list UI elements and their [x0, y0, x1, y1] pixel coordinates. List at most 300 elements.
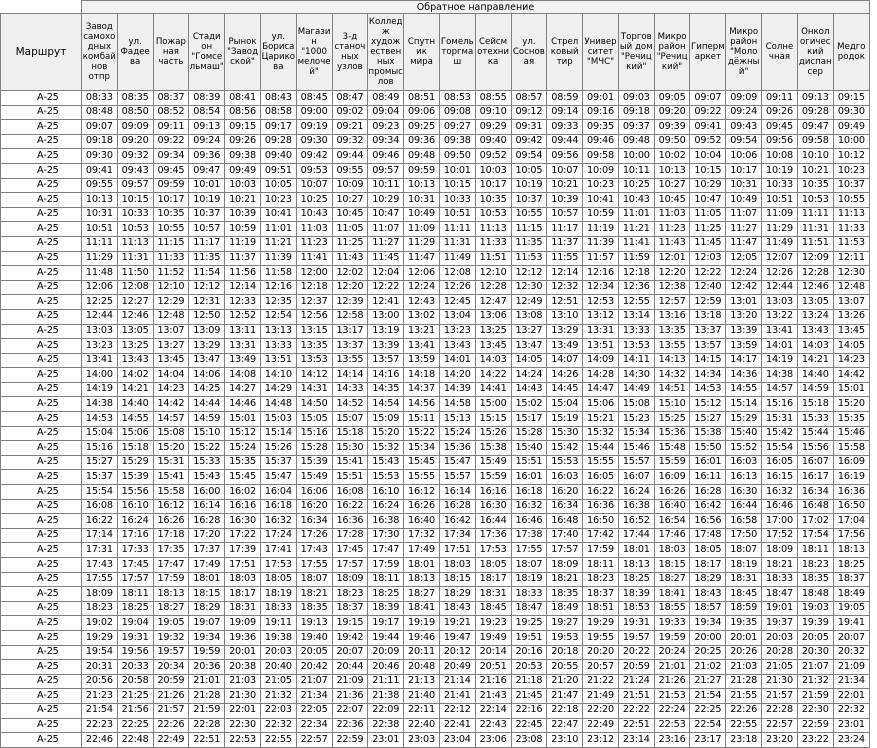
time-cell: 09:38: [225, 149, 261, 164]
time-cell: 09:01: [583, 91, 619, 106]
time-cell: 14:42: [153, 397, 189, 412]
time-cell: 09:13: [189, 120, 225, 135]
time-cell: 20:36: [189, 660, 225, 675]
time-cell: 08:51: [404, 91, 440, 106]
time-cell: 17:44: [618, 528, 654, 543]
time-cell: 15:32: [583, 426, 619, 441]
time-cell: 16:32: [260, 514, 296, 529]
time-cell: 08:59: [547, 91, 583, 106]
time-cell: 21:54: [81, 703, 117, 718]
route-cell: А-25: [1, 426, 82, 441]
time-cell: 10:17: [153, 193, 189, 208]
time-cell: 15:59: [475, 470, 511, 485]
time-cell: 09:10: [475, 105, 511, 120]
time-cell: 22:43: [475, 718, 511, 733]
time-cell: 15:27: [81, 455, 117, 470]
time-cell: 21:30: [762, 674, 798, 689]
time-cell: 11:58: [260, 266, 296, 281]
time-cell: 16:44: [475, 514, 511, 529]
time-cell: 14:45: [547, 382, 583, 397]
time-cell: 18:37: [332, 601, 368, 616]
time-cell: 15:47: [260, 470, 296, 485]
time-cell: 10:55: [153, 222, 189, 237]
direction-header: Обратное направление: [81, 1, 869, 14]
time-cell: 18:49: [547, 601, 583, 616]
time-cell: 09:02: [332, 105, 368, 120]
time-cell: 20:44: [332, 660, 368, 675]
time-cell: 10:37: [189, 207, 225, 222]
time-cell: 13:33: [618, 324, 654, 339]
time-cell: 09:50: [654, 134, 690, 149]
time-cell: 09:24: [726, 105, 762, 120]
time-cell: 09:54: [726, 134, 762, 149]
time-cell: 19:32: [153, 630, 189, 645]
table-row: [1, 601, 870, 616]
time-cell: 12:28: [797, 266, 833, 281]
time-cell: 12:50: [189, 309, 225, 324]
time-cell: 15:42: [547, 441, 583, 456]
time-cell: 15:39: [296, 455, 332, 470]
time-cell: 21:57: [153, 703, 189, 718]
time-cell: 21:23: [81, 689, 117, 704]
time-cell: 18:53: [618, 601, 654, 616]
time-cell: 11:31: [117, 251, 153, 266]
time-cell: 16:46: [511, 514, 547, 529]
time-cell: 15:06: [583, 397, 619, 412]
time-cell: 18:07: [296, 572, 332, 587]
time-cell: 12:14: [547, 266, 583, 281]
time-cell: 11:05: [332, 222, 368, 237]
time-cell: 13:01: [726, 295, 762, 310]
time-cell: 17:49: [404, 543, 440, 558]
time-cell: 09:29: [475, 120, 511, 135]
time-cell: 22:25: [117, 718, 153, 733]
time-cell: 14:40: [797, 368, 833, 383]
time-cell: 15:25: [654, 412, 690, 427]
time-cell: 13:08: [511, 309, 547, 324]
time-cell: 21:09: [332, 674, 368, 689]
time-cell: 22:53: [225, 733, 261, 748]
time-cell: 16:42: [690, 499, 726, 514]
time-cell: 20:32: [833, 645, 869, 660]
time-cell: 16:26: [153, 514, 189, 529]
time-cell: 14:47: [583, 382, 619, 397]
time-cell: 15:44: [797, 426, 833, 441]
time-cell: 23:10: [547, 733, 583, 748]
timetable-body: [1, 91, 870, 748]
time-cell: 18:23: [81, 601, 117, 616]
time-cell: 13:33: [260, 339, 296, 354]
time-cell: 22:51: [618, 718, 654, 733]
time-cell: 08:39: [189, 91, 225, 106]
time-cell: 16:38: [618, 499, 654, 514]
time-cell: 17:55: [511, 543, 547, 558]
time-cell: 12:58: [332, 309, 368, 324]
time-cell: 17:18: [153, 528, 189, 543]
stop-header: ул. Бориса Царико ва: [260, 14, 296, 91]
time-cell: 18:11: [583, 558, 619, 573]
time-cell: 09:49: [225, 163, 261, 178]
time-cell: 15:45: [225, 470, 261, 485]
time-cell: 15:20: [368, 426, 404, 441]
time-cell: 14:12: [296, 368, 332, 383]
time-cell: 19:46: [404, 630, 440, 645]
time-cell: 16:01: [690, 455, 726, 470]
time-cell: 22:55: [260, 733, 296, 748]
time-cell: 15:35: [225, 455, 261, 470]
time-cell: 22:20: [583, 703, 619, 718]
route-cell: А-25: [1, 149, 82, 164]
time-cell: 18:31: [225, 601, 261, 616]
time-cell: 18:51: [583, 601, 619, 616]
direction-row: [1, 1, 870, 14]
time-cell: 09:16: [583, 105, 619, 120]
time-cell: 19:54: [81, 645, 117, 660]
time-cell: 10:51: [762, 193, 798, 208]
time-cell: 16:03: [547, 470, 583, 485]
time-cell: 11:21: [260, 236, 296, 251]
time-cell: 15:35: [833, 412, 869, 427]
route-cell: А-25: [1, 412, 82, 427]
time-cell: 10:03: [475, 163, 511, 178]
time-cell: 14:49: [618, 382, 654, 397]
table-row: [1, 149, 870, 164]
time-cell: 09:52: [475, 149, 511, 164]
time-cell: 14:22: [475, 368, 511, 383]
time-cell: 15:38: [690, 426, 726, 441]
time-cell: 11:23: [654, 222, 690, 237]
time-cell: 20:18: [547, 645, 583, 660]
time-cell: 13:49: [547, 339, 583, 354]
time-cell: 20:01: [726, 630, 762, 645]
time-cell: 16:16: [475, 485, 511, 500]
time-cell: 15:06: [117, 426, 153, 441]
time-cell: 12:16: [260, 280, 296, 295]
time-cell: 16:50: [833, 499, 869, 514]
table-row: [1, 280, 870, 295]
time-cell: 10:05: [260, 178, 296, 193]
time-cell: 09:59: [153, 178, 189, 193]
time-cell: 20:22: [618, 645, 654, 660]
time-cell: 12:24: [404, 280, 440, 295]
time-cell: 16:56: [690, 514, 726, 529]
time-cell: 13:03: [762, 295, 798, 310]
time-cell: 22:09: [368, 703, 404, 718]
route-cell: А-25: [1, 251, 82, 266]
table-row: [1, 703, 870, 718]
time-cell: 10:49: [726, 193, 762, 208]
table-row: [1, 222, 870, 237]
time-cell: 16:07: [797, 455, 833, 470]
time-cell: 16:40: [404, 514, 440, 529]
time-cell: 14:29: [260, 382, 296, 397]
time-cell: 14:31: [296, 382, 332, 397]
time-cell: 16:40: [654, 499, 690, 514]
time-cell: 11:09: [762, 207, 798, 222]
route-cell: А-25: [1, 105, 82, 120]
time-cell: 09:44: [332, 149, 368, 164]
time-cell: 10:23: [833, 163, 869, 178]
time-cell: 12:02: [332, 266, 368, 281]
time-cell: 16:32: [762, 485, 798, 500]
time-cell: 15:40: [726, 426, 762, 441]
time-cell: 08:57: [511, 91, 547, 106]
time-cell: 21:59: [797, 689, 833, 704]
time-cell: 19:05: [153, 616, 189, 631]
time-cell: 15:02: [511, 397, 547, 412]
time-cell: 18:49: [833, 587, 869, 602]
table-row: [1, 368, 870, 383]
time-cell: 09:18: [618, 105, 654, 120]
time-cell: 11:54: [189, 266, 225, 281]
time-cell: 12:39: [332, 295, 368, 310]
time-cell: 12:57: [654, 295, 690, 310]
time-cell: 09:45: [153, 163, 189, 178]
time-cell: 12:29: [153, 295, 189, 310]
time-cell: 16:58: [726, 514, 762, 529]
time-cell: 12:34: [583, 280, 619, 295]
time-cell: 15:20: [833, 397, 869, 412]
time-cell: 13:19: [368, 324, 404, 339]
time-cell: 17:45: [332, 543, 368, 558]
time-cell: 09:30: [81, 149, 117, 164]
time-cell: 22:51: [189, 733, 225, 748]
time-cell: 18:55: [654, 601, 690, 616]
time-cell: 10:57: [189, 222, 225, 237]
stop-header: Стрел ковый тир: [547, 14, 583, 91]
time-cell: 18:39: [618, 587, 654, 602]
time-cell: 09:30: [296, 134, 332, 149]
time-cell: 12:49: [511, 295, 547, 310]
time-cell: 17:49: [189, 558, 225, 573]
time-cell: 09:51: [260, 163, 296, 178]
time-cell: 12:12: [511, 266, 547, 281]
time-cell: 19:57: [618, 630, 654, 645]
time-cell: 14:40: [117, 397, 153, 412]
time-cell: 14:51: [654, 382, 690, 397]
time-cell: 12:20: [332, 280, 368, 295]
time-cell: 10:43: [618, 193, 654, 208]
time-cell: 22:54: [690, 718, 726, 733]
time-cell: 09:45: [762, 120, 798, 135]
stop-header: Микро район "Моло дёжны й": [726, 14, 762, 91]
time-cell: 11:37: [547, 236, 583, 251]
table-row: [1, 543, 870, 558]
time-cell: 15:14: [260, 426, 296, 441]
time-cell: 16:18: [260, 499, 296, 514]
time-cell: 09:55: [332, 163, 368, 178]
time-cell: 15:12: [225, 426, 261, 441]
time-cell: 15:56: [797, 441, 833, 456]
time-cell: 11:53: [511, 251, 547, 266]
time-cell: 18:27: [654, 572, 690, 587]
time-cell: 10:12: [833, 149, 869, 164]
table-row: [1, 309, 870, 324]
time-cell: 19:39: [797, 616, 833, 631]
time-cell: 13:27: [153, 339, 189, 354]
time-cell: 17:16: [117, 528, 153, 543]
time-cell: 15:57: [439, 470, 475, 485]
time-cell: 10:27: [654, 178, 690, 193]
time-cell: 21:45: [511, 689, 547, 704]
time-cell: 21:54: [690, 689, 726, 704]
time-cell: 16:09: [833, 455, 869, 470]
time-cell: 21:32: [260, 689, 296, 704]
time-cell: 22:14: [475, 703, 511, 718]
time-cell: 15:40: [511, 441, 547, 456]
time-cell: 22:55: [726, 718, 762, 733]
time-cell: 11:47: [726, 236, 762, 251]
time-cell: 10:06: [726, 149, 762, 164]
time-cell: 21:34: [833, 674, 869, 689]
time-cell: 19:03: [797, 601, 833, 616]
time-cell: 11:29: [81, 251, 117, 266]
time-cell: 12:35: [260, 295, 296, 310]
time-cell: 17:59: [368, 558, 404, 573]
time-cell: 19:59: [189, 645, 225, 660]
time-cell: 11:45: [368, 251, 404, 266]
time-cell: 15:58: [153, 485, 189, 500]
time-cell: 13:06: [475, 309, 511, 324]
time-cell: 18:33: [762, 572, 798, 587]
table-row: [1, 134, 870, 149]
time-cell: 15:08: [153, 426, 189, 441]
time-cell: 21:28: [726, 674, 762, 689]
time-cell: 10:00: [618, 149, 654, 164]
time-cell: 20:51: [475, 660, 511, 675]
time-cell: 08:41: [225, 91, 261, 106]
time-cell: 20:09: [368, 645, 404, 660]
time-cell: 16:20: [547, 485, 583, 500]
time-cell: 11:55: [547, 251, 583, 266]
time-cell: 12:08: [117, 280, 153, 295]
time-cell: 18:31: [726, 572, 762, 587]
time-cell: 10:39: [225, 207, 261, 222]
time-cell: 21:03: [225, 674, 261, 689]
route-cell: А-25: [1, 178, 82, 193]
time-cell: 09:55: [81, 178, 117, 193]
time-cell: 15:55: [404, 470, 440, 485]
time-cell: 22:24: [654, 703, 690, 718]
time-cell: 12:48: [833, 280, 869, 295]
time-cell: 12:06: [404, 266, 440, 281]
time-cell: 09:18: [81, 134, 117, 149]
route-cell: А-25: [1, 339, 82, 354]
time-cell: 15:16: [762, 397, 798, 412]
time-cell: 13:37: [690, 324, 726, 339]
time-cell: 13:29: [547, 324, 583, 339]
time-cell: 12:30: [511, 280, 547, 295]
time-cell: 16:36: [833, 485, 869, 500]
time-cell: 11:09: [404, 222, 440, 237]
time-cell: 12:46: [117, 309, 153, 324]
time-cell: 14:13: [654, 353, 690, 368]
time-cell: 10:51: [439, 207, 475, 222]
time-cell: 12:18: [296, 280, 332, 295]
time-cell: 17:46: [654, 528, 690, 543]
time-cell: 20:30: [797, 645, 833, 660]
time-cell: 12:45: [439, 295, 475, 310]
route-cell: А-25: [1, 266, 82, 281]
time-cell: 21:03: [726, 660, 762, 675]
time-cell: 09:31: [511, 120, 547, 135]
time-cell: 10:23: [260, 193, 296, 208]
time-cell: 21:02: [690, 660, 726, 675]
time-cell: 13:29: [189, 339, 225, 354]
time-cell: 13:25: [117, 339, 153, 354]
time-cell: 10:03: [225, 178, 261, 193]
time-cell: 15:13: [439, 412, 475, 427]
time-cell: 22:28: [189, 718, 225, 733]
time-cell: 20:11: [404, 645, 440, 660]
time-cell: 11:27: [368, 236, 404, 251]
table-row: [1, 470, 870, 485]
time-cell: 18:03: [654, 543, 690, 558]
time-cell: 18:05: [690, 543, 726, 558]
route-cell: А-25: [1, 236, 82, 251]
time-cell: 18:27: [404, 587, 440, 602]
time-cell: 11:49: [439, 251, 475, 266]
time-cell: 12:51: [547, 295, 583, 310]
time-cell: 15:20: [153, 441, 189, 456]
time-cell: 16:26: [654, 485, 690, 500]
time-cell: 15:19: [547, 412, 583, 427]
time-cell: 21:09: [833, 660, 869, 675]
time-cell: 20:24: [654, 645, 690, 660]
time-cell: 09:59: [404, 163, 440, 178]
table-row: [1, 660, 870, 675]
time-cell: 10:37: [833, 178, 869, 193]
time-cell: 09:17: [260, 120, 296, 135]
time-cell: 20:14: [475, 645, 511, 660]
time-cell: 16:54: [654, 514, 690, 529]
time-cell: 14:36: [726, 368, 762, 383]
time-cell: 14:54: [368, 397, 404, 412]
time-cell: 12:27: [117, 295, 153, 310]
time-cell: 10:21: [797, 163, 833, 178]
time-cell: 09:07: [81, 120, 117, 135]
time-cell: 16:20: [296, 499, 332, 514]
time-cell: 10:07: [547, 163, 583, 178]
route-cell: А-25: [1, 572, 82, 587]
time-cell: 20:07: [833, 630, 869, 645]
time-cell: 11:01: [260, 222, 296, 237]
time-cell: 18:43: [690, 587, 726, 602]
time-cell: 15:56: [117, 485, 153, 500]
time-cell: 09:11: [762, 91, 798, 106]
time-cell: 16:28: [439, 499, 475, 514]
route-cell: А-25: [1, 689, 82, 704]
time-cell: 21:59: [189, 703, 225, 718]
time-cell: 10:09: [332, 178, 368, 193]
time-cell: 14:18: [404, 368, 440, 383]
time-cell: 15:10: [189, 426, 225, 441]
time-cell: 11:05: [690, 207, 726, 222]
time-cell: 15:54: [762, 441, 798, 456]
time-cell: 22:38: [368, 718, 404, 733]
time-cell: 23:22: [797, 733, 833, 748]
table-row: [1, 412, 870, 427]
time-cell: 14:56: [404, 397, 440, 412]
time-cell: 10:45: [332, 207, 368, 222]
time-cell: 13:31: [225, 339, 261, 354]
route-cell: А-25: [1, 485, 82, 500]
time-cell: 12:37: [296, 295, 332, 310]
time-cell: 23:08: [511, 733, 547, 748]
time-cell: 16:22: [583, 485, 619, 500]
time-cell: 16:52: [618, 514, 654, 529]
table-row: [1, 645, 870, 660]
